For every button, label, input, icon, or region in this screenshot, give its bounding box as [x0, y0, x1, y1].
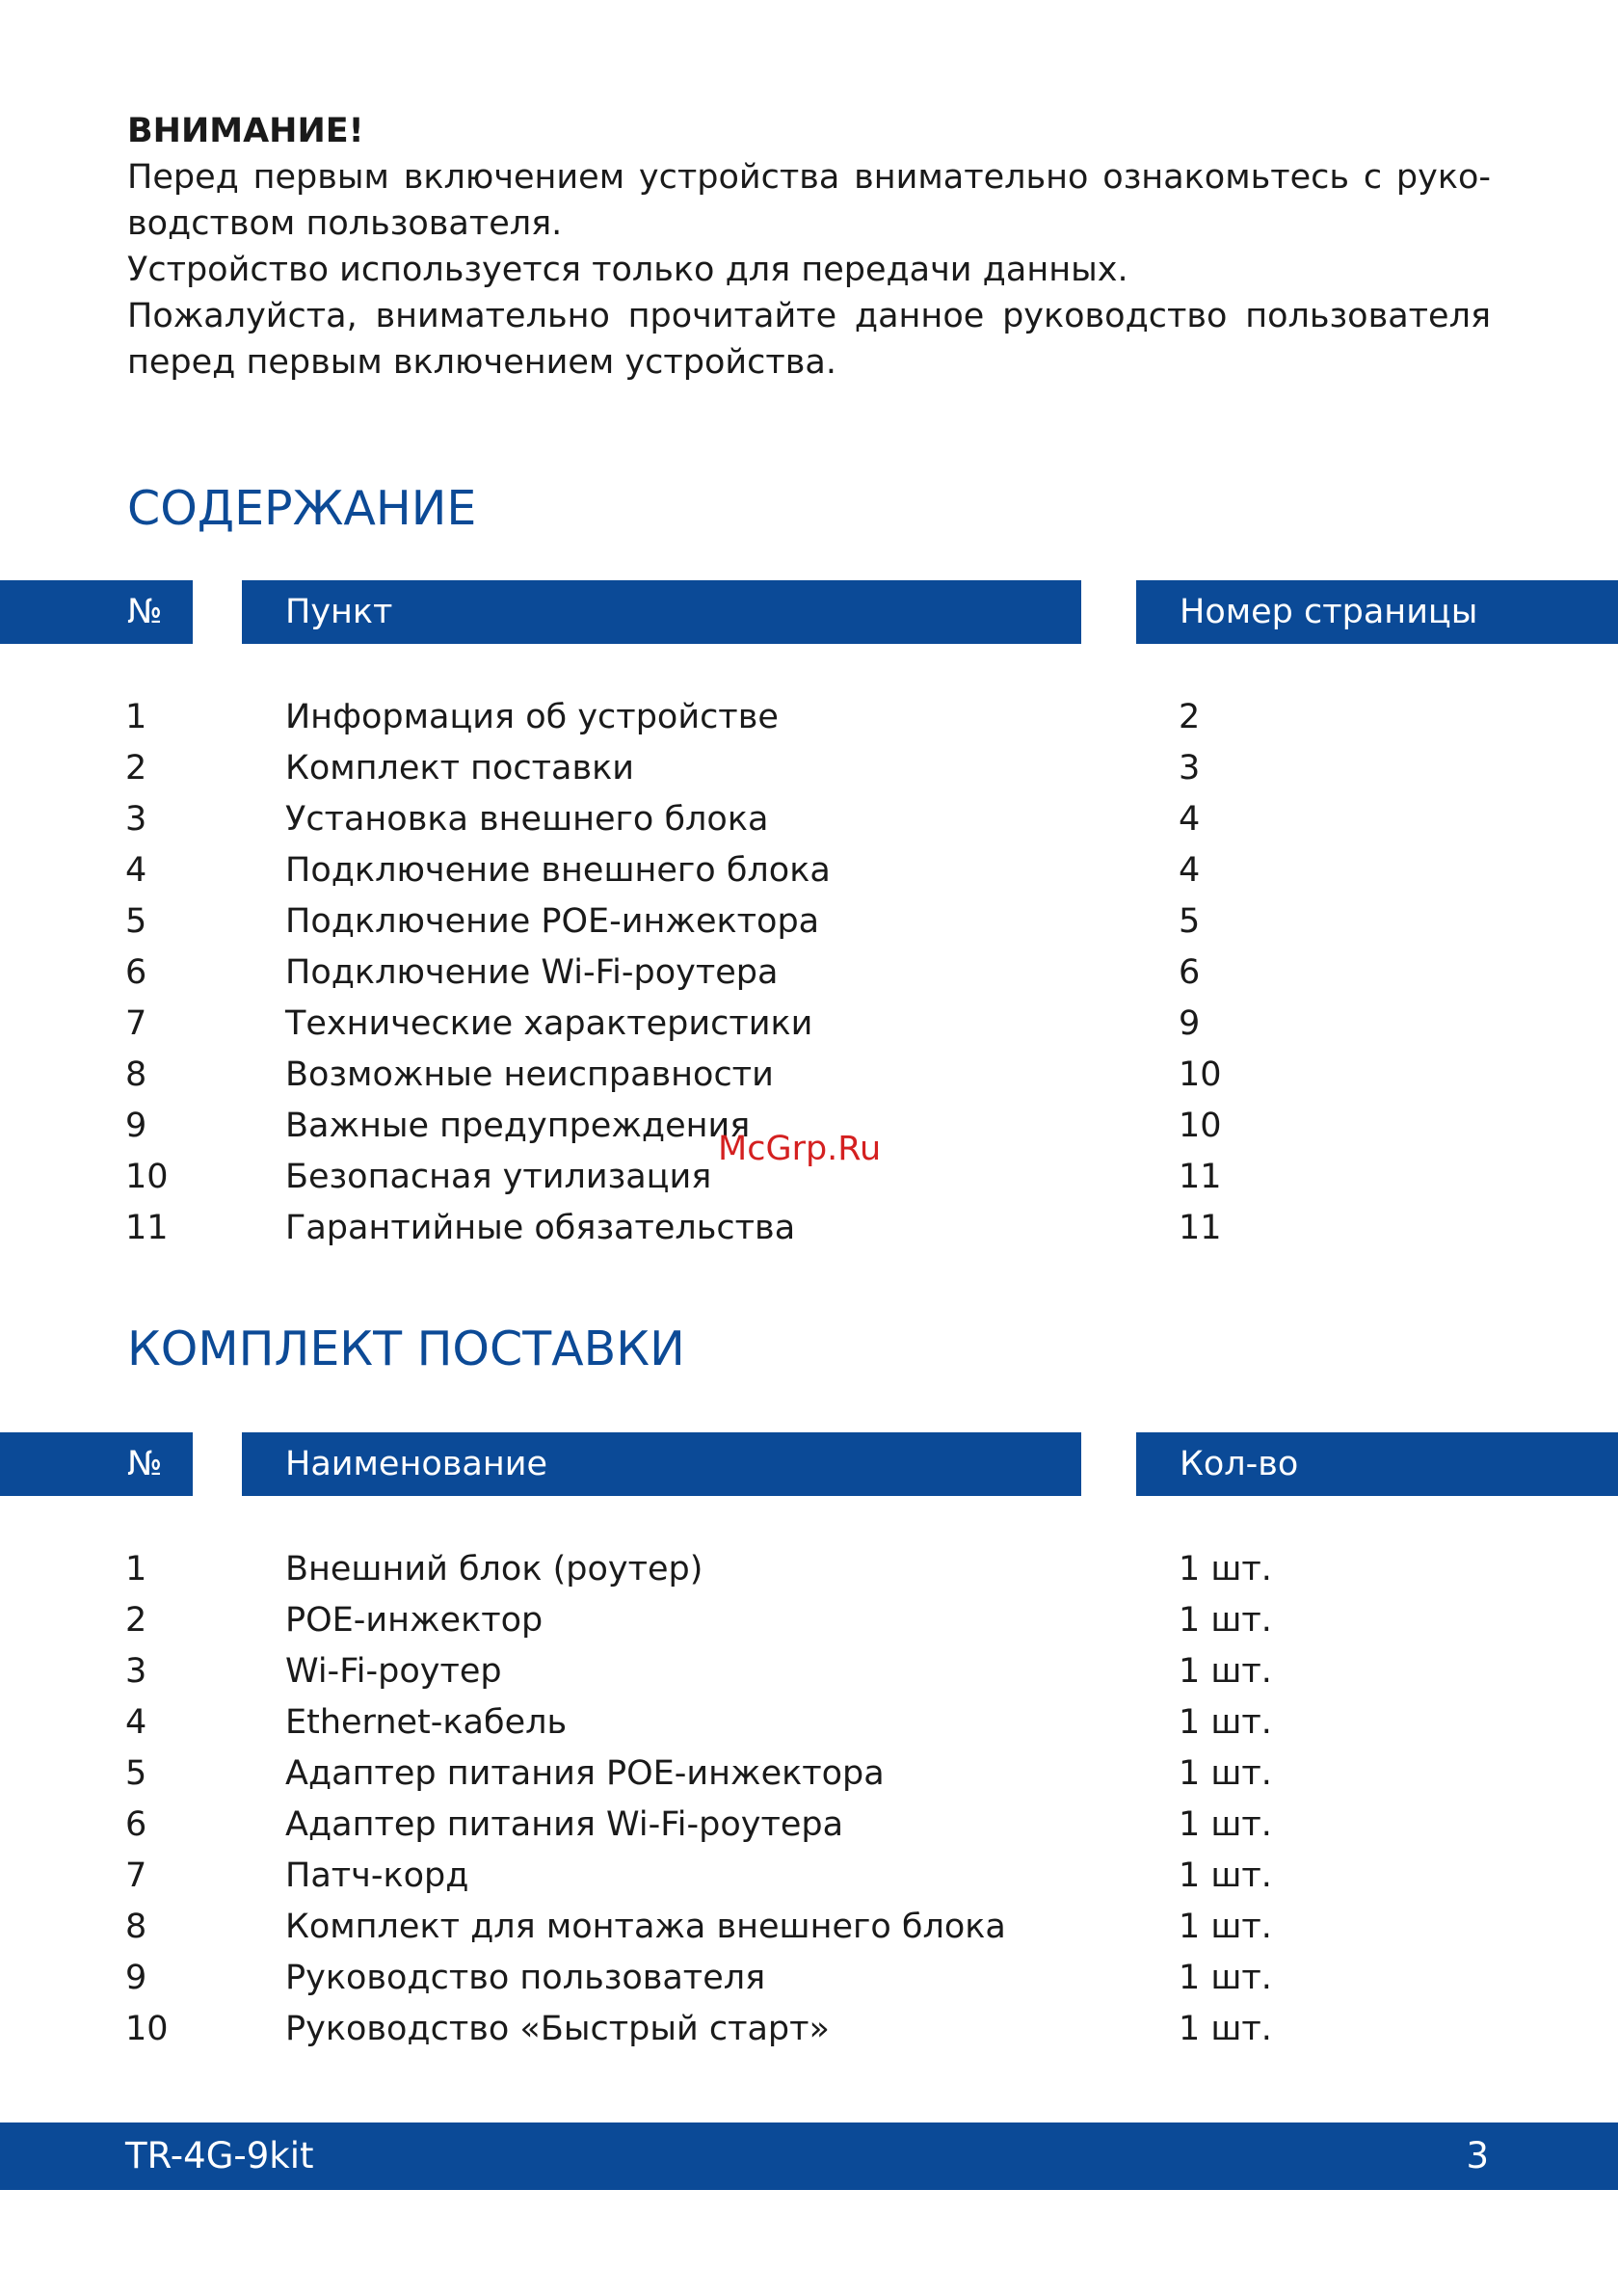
table-row — [0, 1544, 1618, 1595]
row-number: 4 — [125, 851, 147, 890]
row-number: 1 — [125, 698, 147, 736]
table-row — [0, 845, 1618, 896]
page-number: 3 — [1466, 2135, 1489, 2176]
toc-item-link[interactable]: Подключение внешнего блока — [285, 851, 831, 890]
toc-item-link[interactable]: Информация об устройстве — [285, 698, 779, 736]
row-name: Адаптер питания Wi-Fi-роутера — [285, 1805, 844, 1844]
row-number: 10 — [125, 2010, 169, 2048]
row-name: Внешний блок (роутер) — [285, 1550, 703, 1589]
row-qty: 1 шт. — [1179, 1908, 1272, 1946]
row-qty: 1 шт. — [1179, 2010, 1272, 2048]
table-row — [0, 1800, 1618, 1851]
row-page: 5 — [1179, 902, 1201, 941]
warning-line: водством пользователя. — [127, 204, 563, 243]
row-number: 10 — [125, 1158, 169, 1196]
row-qty: 1 шт. — [1179, 1959, 1272, 1997]
row-page: 9 — [1179, 1004, 1201, 1043]
row-name: Патч-корд — [285, 1856, 469, 1895]
table-row — [0, 1595, 1618, 1646]
row-qty: 1 шт. — [1179, 1601, 1272, 1640]
toc-header-number: № — [0, 580, 193, 644]
toc-item-link[interactable]: Подключение Wi-Fi-роутера — [285, 953, 779, 992]
row-name: Ethernet-кабель — [285, 1703, 568, 1742]
row-name: POE-инжектор — [285, 1601, 544, 1640]
table-row — [0, 1749, 1618, 1800]
row-qty: 1 шт. — [1179, 1550, 1272, 1589]
kit-header-qty: Кол-во — [1136, 1432, 1618, 1496]
kit-header-number: № — [0, 1432, 193, 1496]
table-row — [0, 1851, 1618, 1902]
row-number: 8 — [125, 1055, 147, 1094]
row-qty: 1 шт. — [1179, 1652, 1272, 1691]
row-page: 11 — [1179, 1158, 1222, 1196]
warning-line: Пожалуйста, внимательно прочитайте данное руководство пользователя — [127, 297, 1491, 335]
row-page: 3 — [1179, 749, 1201, 788]
row-number: 2 — [125, 749, 147, 788]
row-name: Адаптер питания POE-инжектора — [285, 1754, 885, 1793]
row-number: 3 — [125, 1652, 147, 1691]
toc-header-page: Номер страницы — [1136, 580, 1618, 644]
row-number: 5 — [125, 902, 147, 941]
page-footer — [0, 2122, 1618, 2190]
toc-item-link[interactable]: Комплект поставки — [285, 749, 634, 788]
row-number: 6 — [125, 953, 147, 992]
kit-table-body — [0, 1544, 1618, 2055]
row-page: 2 — [1179, 698, 1201, 736]
row-page: 11 — [1179, 1209, 1222, 1247]
row-number: 7 — [125, 1004, 147, 1043]
table-row — [0, 1203, 1618, 1254]
row-number: 7 — [125, 1856, 147, 1895]
toc-item-link[interactable]: Установка внешнего блока — [285, 800, 769, 839]
row-number: 3 — [125, 800, 147, 839]
table-row — [0, 1953, 1618, 2004]
table-row — [0, 948, 1618, 999]
table-row — [0, 1050, 1618, 1101]
row-number: 1 — [125, 1550, 147, 1589]
warning-line: перед первым включением устройства. — [127, 343, 836, 382]
warning-line: Устройство используется только для передачи данных. — [127, 251, 1128, 289]
toc-item-link[interactable]: Возможные неисправности — [285, 1055, 774, 1094]
row-number: 5 — [125, 1754, 147, 1793]
table-row — [0, 743, 1618, 794]
table-row — [0, 794, 1618, 845]
toc-item-link[interactable]: Подключение POE-инжектора — [285, 902, 820, 941]
row-page: 10 — [1179, 1055, 1222, 1094]
row-number: 6 — [125, 1805, 147, 1844]
row-page: 4 — [1179, 851, 1201, 890]
row-qty: 1 шт. — [1179, 1805, 1272, 1844]
row-number: 9 — [125, 1959, 147, 1997]
table-row — [0, 2004, 1618, 2055]
warning-line: Перед первым включением устройства внимательно ознакомьтесь с руко- — [127, 158, 1491, 197]
table-row — [0, 1902, 1618, 1953]
row-name: Wi-Fi-роутер — [285, 1652, 502, 1691]
row-qty: 1 шт. — [1179, 1703, 1272, 1742]
row-number: 9 — [125, 1107, 147, 1145]
row-name: Комплект для монтажа внешнего блока — [285, 1908, 1006, 1946]
kit-header-name: Наименование — [242, 1432, 1081, 1496]
table-row — [0, 999, 1618, 1050]
row-qty: 1 шт. — [1179, 1856, 1272, 1895]
row-qty: 1 шт. — [1179, 1754, 1272, 1793]
row-page: 10 — [1179, 1107, 1222, 1145]
toc-item-link[interactable]: Важные предупреждения — [285, 1107, 751, 1145]
toc-item-link[interactable]: Безопасная утилизация — [285, 1158, 712, 1196]
warning-title: ВНИМАНИЕ! — [127, 112, 364, 150]
row-number: 4 — [125, 1703, 147, 1742]
model-name: TR-4G-9kit — [125, 2135, 314, 2176]
table-row — [0, 692, 1618, 743]
row-name: Руководство пользователя — [285, 1959, 766, 1997]
table-row — [0, 896, 1618, 948]
toc-header-item: Пункт — [242, 580, 1081, 644]
row-page: 4 — [1179, 800, 1201, 839]
table-row — [0, 1697, 1618, 1749]
row-name: Руководство «Быстрый старт» — [285, 2010, 830, 2048]
row-number: 11 — [125, 1209, 169, 1247]
kit-title: КОМПЛЕКТ ПОСТАВКИ — [127, 1322, 685, 1376]
toc-title: СОДЕРЖАНИЕ — [127, 481, 477, 536]
warning-block — [127, 108, 1491, 386]
row-number: 8 — [125, 1908, 147, 1946]
toc-item-link[interactable]: Технические характеристики — [285, 1004, 813, 1043]
row-number: 2 — [125, 1601, 147, 1640]
toc-item-link[interactable]: Гарантийные обязательства — [285, 1209, 796, 1247]
table-row — [0, 1646, 1618, 1697]
watermark: McGrp.Ru — [718, 1130, 882, 1168]
row-page: 6 — [1179, 953, 1201, 992]
